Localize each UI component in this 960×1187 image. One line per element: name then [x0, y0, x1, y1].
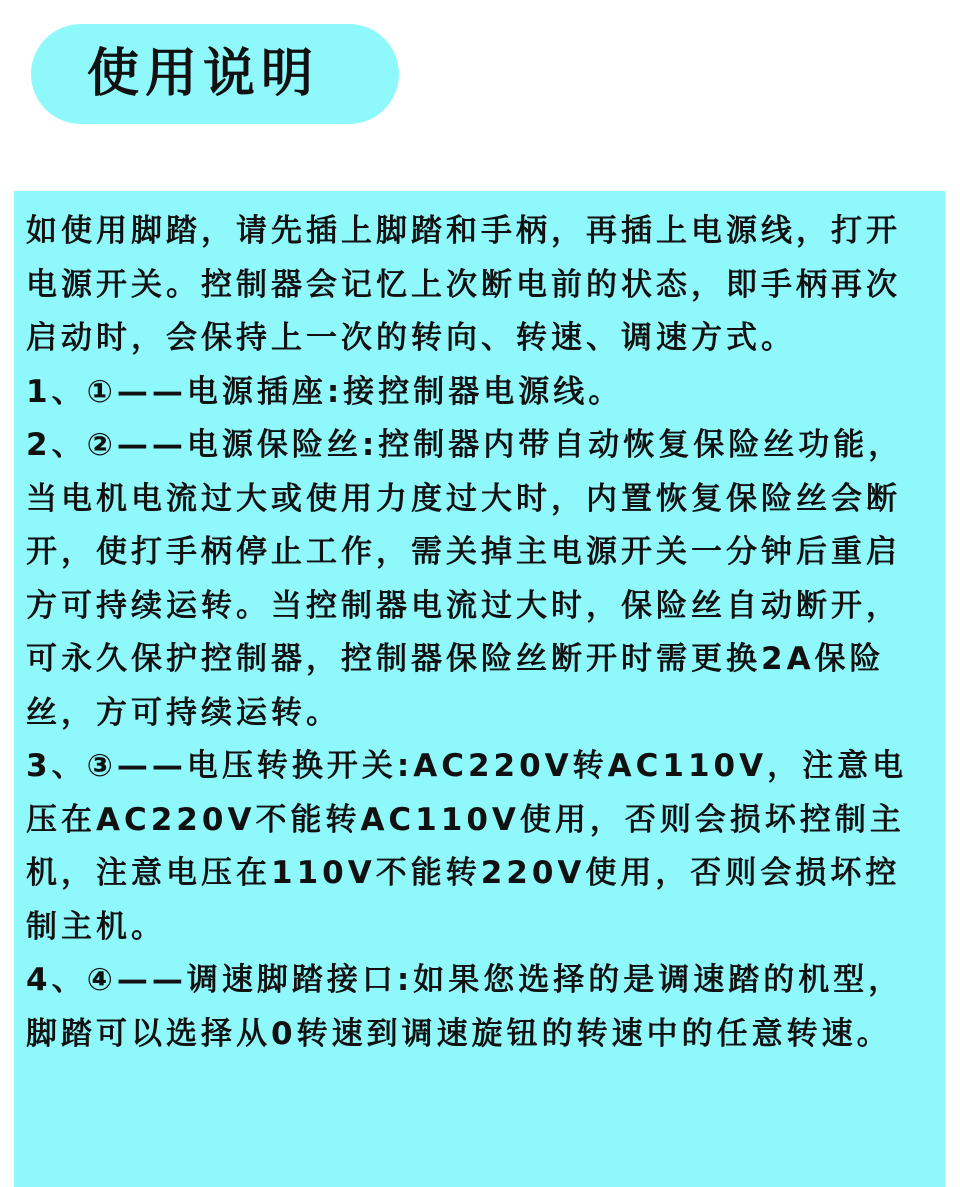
item-voltage-switch: 3、③——电压转换开关:AC220V转AC110V，注意电压在AC220V不能转AC110V使用，否则会损坏控制主机，注意电压在110V不能转220V使用，否则会损坏控制主机。 [26, 748, 908, 945]
instructions-panel [14, 191, 945, 1187]
page-title: 使用说明 [87, 44, 320, 104]
item-power-fuse: 2、②——电源保险丝:控制器内带自动恢复保险丝功能，当电机电流过大或使用力度过大时，内置恢复保险丝会断开，使打手柄停止工作，需关掉主电源开关一分钟后重启方可持续运转。当控制器电流过大时，保险丝自动断开，可永久保护控制器，控制器保险丝断开时需更换2A保险丝，方可持续运转。 [26, 427, 904, 731]
item-power-socket: 1、①——电源插座:接控制器电源线。 [26, 373, 624, 410]
title-badge [31, 24, 399, 124]
item-pedal-port: 4、④——调速脚踏接口:如果您选择的是调速踏的机型，脚踏可以选择从0转速到调速旋钮的转速中的任意转速。 [26, 962, 904, 1052]
intro-paragraph: 如使用脚踏，请先插上脚踏和手柄，再插上电源线，打开电源开关。控制器会记忆上次断电前的状态，即手柄再次启动时，会保持上一次的转向、转速、调速方式。 [26, 213, 901, 356]
